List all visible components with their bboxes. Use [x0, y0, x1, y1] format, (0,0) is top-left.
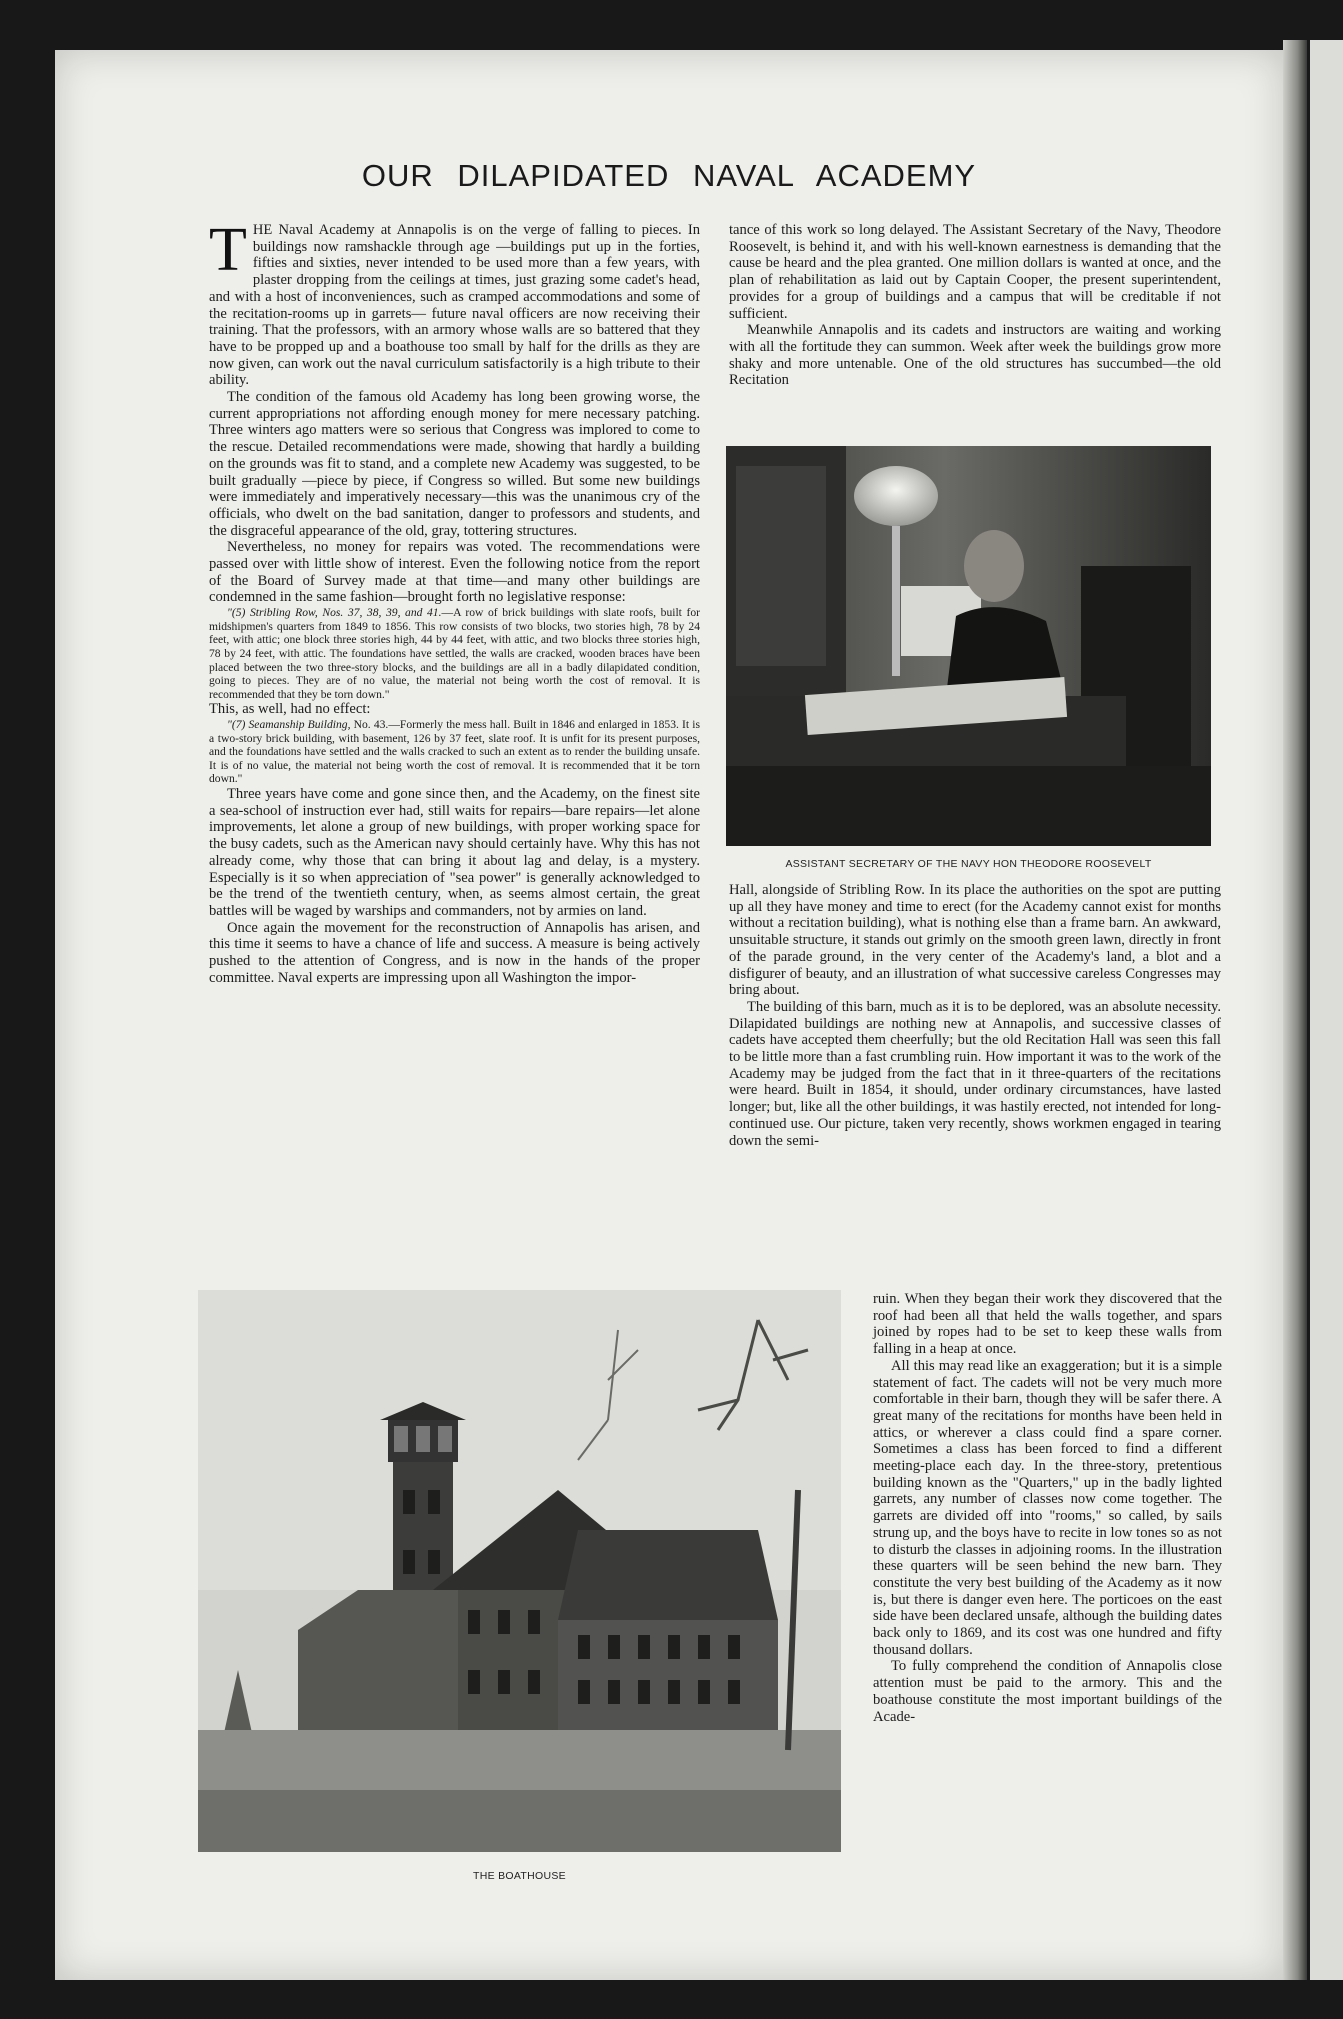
- book-spine-shadow: [1283, 40, 1307, 1980]
- right-column-narrow: [873, 1291, 1222, 1725]
- paragraph: Once again the movement for the reconstruction of Annapolis has arisen, and this time it seems to have a chance of life and success. A measure is being actively pushed to the attention of Congress, and is now in the hands of the proper committee. Naval experts are impressing upon all Washington the impor-: [209, 919, 700, 986]
- photo-boathouse: [198, 1290, 841, 1852]
- magazine-page: [55, 50, 1283, 1980]
- article-title: OUR DILAPIDATED NAVAL ACADEMY: [361, 158, 977, 193]
- adjacent-page-edge: [1310, 40, 1343, 1980]
- right-column-middle: [729, 882, 1221, 1149]
- intro-paragraph: [209, 216, 700, 389]
- roosevelt-photo-image: [726, 446, 1211, 846]
- paragraph: Hall, alongside of Stribling Row. In its place the authorities on the spot are putting up all they have money and time to erect (for the Academy cannot exist for months without a recitation building), what is nothing else than a frame barn. An awkward, unsuitable structure, it stands out grimly on the smooth green lawn, directly in front of the parade ground, in the very center of the Academy's land, a blot and a disfigurer of beauty, and an illustration of what successive careless Congresses may bring about.: [729, 882, 1221, 999]
- photo-boathouse-caption: THE BOATHOUSE: [473, 1870, 566, 1882]
- photo-roosevelt: [726, 446, 1211, 846]
- quote-body: No. 43.—Formerly the mess hall. Built in 1846 and enlarged in 1853. It is a two-story brick building, with basement, 126 by 37 feet, slate roof. It is unfit for its present purposes, and the foundations have settled and the walls cracked to such an extent as to render the building unsafe. It is of no value, the material not being worth the cost of removal. It is recommended that it be torn down.": [209, 718, 700, 786]
- block-quote: [209, 718, 700, 786]
- paragraph: All this may read like an exaggeration; but it is a simple statement of fact. The cadets will not be very much more comfortable in their barn, though they will be safer there. A great many of the recitations for months have been held in attics, or wherever a class could find a spare corner. Sometimes a class has been forced to find a different meeting-place each day. In the three-story, pretentious building known as the "Quarters," up in the badly lighted garrets, any number of classes now come together. The garrets are divided off into "rooms," so called, by sails strung up, and the boys have to recite in low tones so as not to disturb the classes in adjoining rooms. In the illustration these quarters will be seen behind the new barn. They constitute the very best building of the Academy as it now is, but there is danger even here. The porticoes on the east side have been declared unsafe, although the building dates back only to 1869, and its cost was one hundred and fifty thousand dollars.: [873, 1357, 1222, 1658]
- intro-text: HE Naval Academy at Annapolis is on the verge of falling to pieces. In buildings now ramshackle through age —buildings put up in the forties, fifties and sixties, never intended to be used more than a few years, with plaster dropping from the ceilings at times, just grazing some cadet's head, and with a host of inconveniences, such as cramped accommodations and some of the recitation-rooms up in garrets— future naval officers are now receiving their training. That the professors, with an armory whose walls are so battered that they have to be propped up and a boathouse too small by half for the drills as they are now given, can work out the naval curriculum satisfactorily is a high tribute to their ability.: [209, 222, 700, 389]
- boathouse-photo-image: [198, 1290, 841, 1852]
- right-column-top: [729, 222, 1221, 389]
- paragraph: This, as well, had no effect:: [209, 701, 371, 718]
- paragraph: Meanwhile Annapolis and its cadets and instructors are waiting and working with all the fortitude they can summon. Week after week the buildings grow more shaky and more untenable. One of the old structures has succumbed—the old Recitation: [729, 322, 1221, 389]
- quote-body: —A row of brick buildings with slate roofs, built for midshipmen's quarters from 1849 to 1856. This row consists of two blocks, two stories high, 78 by 24 feet, with attic; one block three stories high, 44 by 44 feet, with attic, and two blocks three stories high, 78 by 24 feet, with attic. The foundations have settled, the walls are cracked, wooden braces have been placed between the two three-story blocks, and the buildings are all in a badly dilapidated condition, going to pieces. They are of no value, the material not being worth the cost of removal. It is recommended that they be torn down.": [209, 606, 700, 701]
- photo-roosevelt-caption: ASSISTANT SECRETARY OF THE NAVY HON THEODORE ROOSEVELT: [785, 858, 1152, 870]
- paragraph: ruin. When they began their work they discovered that the roof had been all that held the walls together, and spars joined by ropes had to be set to keep these walls from falling in a heap at once.: [873, 1291, 1222, 1358]
- paragraph: tance of this work so long delayed. The Assistant Secretary of the Navy, Theodore Roosevelt, is behind it, and with his well-known earnestness is demanding that the cause be heard and the plea granted. One million dollars is wanted at once, and the plan of rehabilitation as laid out by Captain Cooper, the present superintendent, provides for a group of buildings and a campus that will be creditable if not sufficient.: [729, 222, 1221, 322]
- paragraph: Three years have come and gone since then, and the Academy, on the finest site a sea-school of instruction ever had, still waits for repairs—bare repairs—let alone improvements, let alone a group of new buildings, with proper working space for the busy cadets, such as the American navy should certainly have. Why this has not already come, why those that can bring it about lag and delay, is a mystery. Especially is it so when appreciation of "sea power" is generally acknowledged to be the trend of the twentieth century, when, as seems almost certain, the great battles will be waged by warships and commanders, not by armies on land.: [209, 786, 700, 919]
- quote-heading: "(5) Stribling Row, Nos. 37, 38, 39, and 41.: [227, 606, 442, 620]
- left-column: [209, 216, 700, 986]
- quote-heading: "(7) Seamanship Building,: [227, 718, 351, 732]
- block-quote: [209, 606, 700, 701]
- paragraph: The building of this barn, much as it is to be deplored, was an absolute necessity. Dilapidated buildings are nothing new at Annapolis, and successive classes of cadets have accepted them cheerfully; but the old Recitation Hall was seen this fall to be little more than a fast crumbling ruin. How important it was to the work of the Academy may be judged from the fact that in it three-quarters of the recitations were heard. Built in 1854, it should, under ordinary circumstances, have lasted longer; but, like all the other buildings, it was hastily erected, not intended for long-continued use. Our picture, taken very recently, shows workmen engaged in tearing down the semi-: [729, 998, 1221, 1149]
- drop-cap: T: [209, 216, 247, 284]
- paragraph: To fully comprehend the condition of Annapolis close attention must be paid to the armory. This and the boathouse constitute the most important buildings of the Acade-: [873, 1658, 1222, 1725]
- paragraph: The condition of the famous old Academy has long been growing worse, the current appropriations not affording enough money for mere necessary patching. Three winters ago matters were so serious that Congress was implored to come to the rescue. Detailed recommendations were made, showing that hardly a building on the grounds was fit to stand, and a complete new Academy was suggested, to be built gradually —piece by piece, if Congress so willed. But some new buildings were immediately and imperatively necessary—this was the unanimous cry of the officials, who dwelt on the bad sanitation, danger to professors and students, and the disgraceful appearance of the old, gray, tottering structures.: [209, 389, 700, 539]
- paragraph: Nevertheless, no money for repairs was voted. The recommendations were passed over with little show of interest. Even the following notice from the report of the Board of Survey made at that time—and many other buildings are condemned in the same fashion—brought forth no legislative response:: [209, 539, 700, 606]
